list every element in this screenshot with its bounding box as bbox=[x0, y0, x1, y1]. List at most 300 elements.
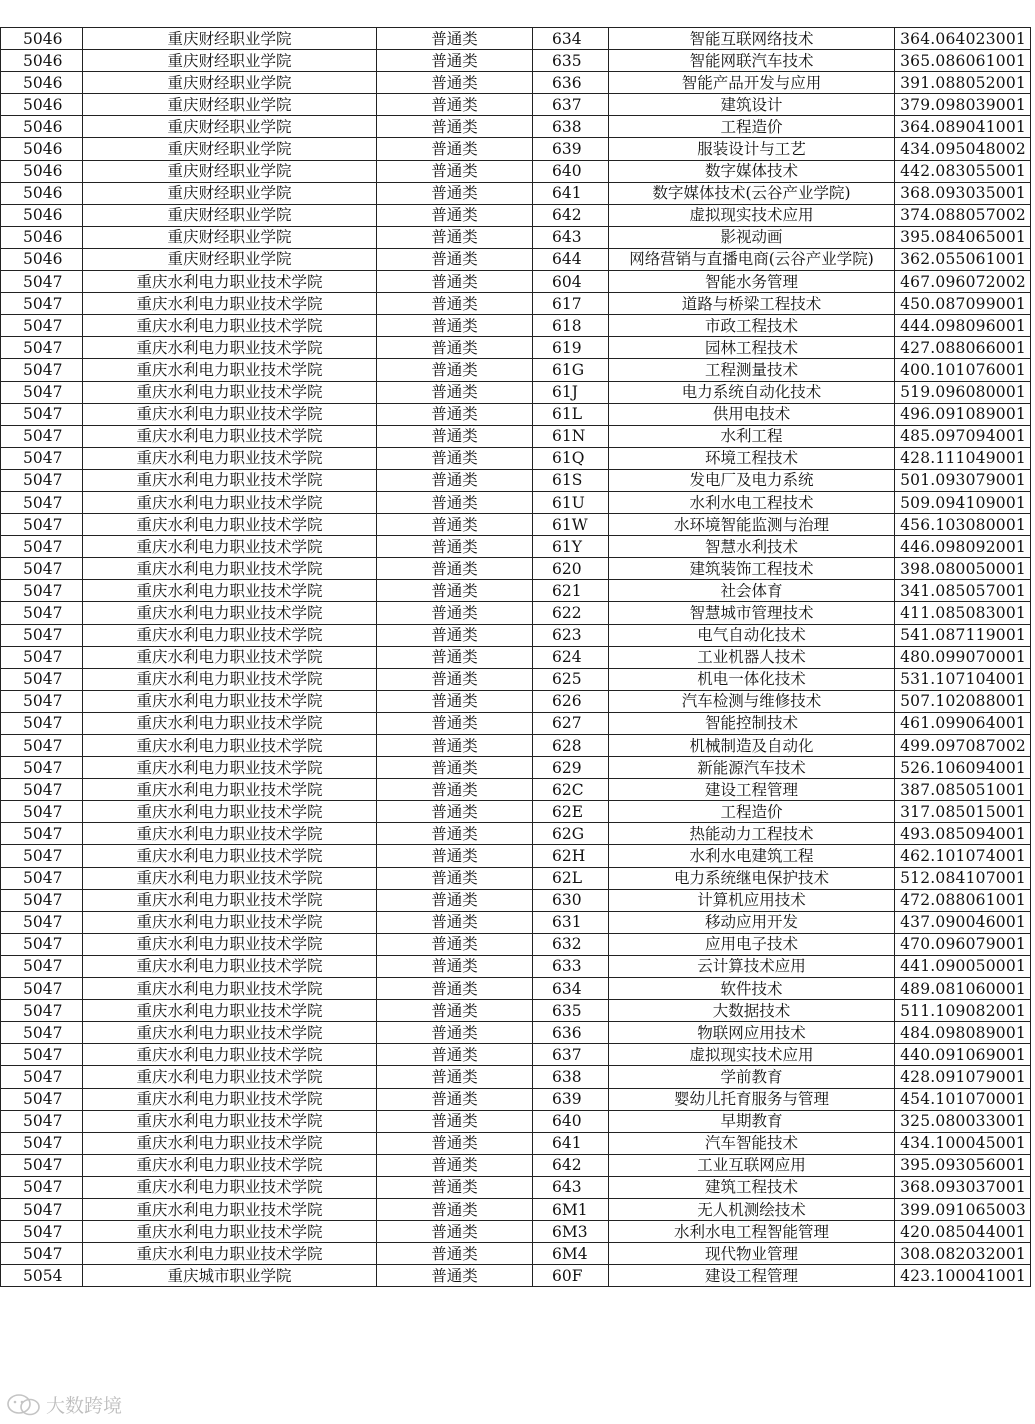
score-cell: 446.098092001 bbox=[895, 536, 1031, 558]
major-code-cell: 630 bbox=[533, 889, 609, 911]
table-row bbox=[1, 536, 1031, 558]
school-code-cell: 5047 bbox=[1, 911, 83, 933]
score-cell: 441.090050001 bbox=[895, 955, 1031, 977]
major-code-cell: 635 bbox=[533, 50, 609, 72]
school-name-cell: 重庆水利电力职业技术学院 bbox=[83, 845, 377, 867]
category-cell: 普通类 bbox=[377, 889, 533, 911]
category-cell: 普通类 bbox=[377, 624, 533, 646]
table-row bbox=[1, 315, 1031, 337]
score-cell: 395.084065001 bbox=[895, 226, 1031, 248]
major-code-cell: 634 bbox=[533, 28, 609, 50]
major-code-cell: 62G bbox=[533, 823, 609, 845]
school-name-cell: 重庆水利电力职业技术学院 bbox=[83, 315, 377, 337]
major-name-cell: 环境工程技术 bbox=[609, 447, 895, 469]
major-name-cell: 数字媒体技术(云谷产业学院) bbox=[609, 182, 895, 204]
category-cell: 普通类 bbox=[377, 337, 533, 359]
major-name-cell: 建筑设计 bbox=[609, 94, 895, 116]
school-code-cell: 5047 bbox=[1, 315, 83, 337]
category-cell: 普通类 bbox=[377, 469, 533, 491]
school-name-cell: 重庆水利电力职业技术学院 bbox=[83, 1088, 377, 1110]
major-name-cell: 虚拟现实技术应用 bbox=[609, 204, 895, 226]
category-cell: 普通类 bbox=[377, 646, 533, 668]
table-row bbox=[1, 690, 1031, 712]
category-cell: 普通类 bbox=[377, 757, 533, 779]
school-name-cell: 重庆财经职业学院 bbox=[83, 182, 377, 204]
major-code-cell: 644 bbox=[533, 248, 609, 270]
table-row bbox=[1, 359, 1031, 381]
category-cell: 普通类 bbox=[377, 801, 533, 823]
school-name-cell: 重庆水利电力职业技术学院 bbox=[83, 1000, 377, 1022]
major-code-cell: 625 bbox=[533, 668, 609, 690]
wechat-logo-icon bbox=[6, 1393, 42, 1417]
category-cell: 普通类 bbox=[377, 491, 533, 513]
school-code-cell: 5047 bbox=[1, 1198, 83, 1220]
school-name-cell: 重庆财经职业学院 bbox=[83, 248, 377, 270]
school-name-cell: 重庆水利电力职业技术学院 bbox=[83, 1022, 377, 1044]
category-cell: 普通类 bbox=[377, 1066, 533, 1088]
major-code-cell: 604 bbox=[533, 271, 609, 293]
major-name-cell: 电力系统自动化技术 bbox=[609, 381, 895, 403]
major-code-cell: 622 bbox=[533, 602, 609, 624]
table-body bbox=[1, 28, 1031, 1287]
school-code-cell: 5046 bbox=[1, 116, 83, 138]
score-cell: 440.091069001 bbox=[895, 1044, 1031, 1066]
category-cell: 普通类 bbox=[377, 359, 533, 381]
major-name-cell: 建设工程管理 bbox=[609, 779, 895, 801]
category-cell: 普通类 bbox=[377, 1000, 533, 1022]
score-cell: 496.091089001 bbox=[895, 403, 1031, 425]
school-code-cell: 5047 bbox=[1, 271, 83, 293]
score-cell: 499.097087002 bbox=[895, 735, 1031, 757]
table-row bbox=[1, 955, 1031, 977]
school-code-cell: 5047 bbox=[1, 845, 83, 867]
school-code-cell: 5047 bbox=[1, 779, 83, 801]
table-row bbox=[1, 845, 1031, 867]
table-row bbox=[1, 337, 1031, 359]
major-code-cell: 641 bbox=[533, 1132, 609, 1154]
school-code-cell: 5046 bbox=[1, 72, 83, 94]
score-cell: 379.098039001 bbox=[895, 94, 1031, 116]
school-name-cell: 重庆财经职业学院 bbox=[83, 72, 377, 94]
table-row bbox=[1, 602, 1031, 624]
major-name-cell: 智慧城市管理技术 bbox=[609, 602, 895, 624]
category-cell: 普通类 bbox=[377, 381, 533, 403]
school-code-cell: 5047 bbox=[1, 801, 83, 823]
school-code-cell: 5046 bbox=[1, 28, 83, 50]
table-row bbox=[1, 911, 1031, 933]
table-row bbox=[1, 1066, 1031, 1088]
major-code-cell: 623 bbox=[533, 624, 609, 646]
major-name-cell: 工程测量技术 bbox=[609, 359, 895, 381]
school-name-cell: 重庆水利电力职业技术学院 bbox=[83, 735, 377, 757]
school-code-cell: 5047 bbox=[1, 1132, 83, 1154]
table-row bbox=[1, 1221, 1031, 1243]
major-name-cell: 工业机器人技术 bbox=[609, 646, 895, 668]
school-name-cell: 重庆水利电力职业技术学院 bbox=[83, 889, 377, 911]
school-code-cell: 5047 bbox=[1, 955, 83, 977]
score-cell: 456.103080001 bbox=[895, 514, 1031, 536]
score-cell: 512.084107001 bbox=[895, 867, 1031, 889]
major-name-cell: 水利工程 bbox=[609, 425, 895, 447]
school-code-cell: 5047 bbox=[1, 1176, 83, 1198]
school-name-cell: 重庆水利电力职业技术学院 bbox=[83, 867, 377, 889]
table-row bbox=[1, 712, 1031, 734]
school-name-cell: 重庆水利电力职业技术学院 bbox=[83, 491, 377, 513]
school-code-cell: 5047 bbox=[1, 1044, 83, 1066]
score-cell: 434.095048002 bbox=[895, 138, 1031, 160]
school-code-cell: 5047 bbox=[1, 293, 83, 315]
table-row bbox=[1, 1198, 1031, 1220]
score-cell: 365.086061001 bbox=[895, 50, 1031, 72]
major-code-cell: 61J bbox=[533, 381, 609, 403]
major-code-cell: 61L bbox=[533, 403, 609, 425]
major-code-cell: 620 bbox=[533, 558, 609, 580]
school-code-cell: 5047 bbox=[1, 978, 83, 1000]
major-name-cell: 智能网联汽车技术 bbox=[609, 50, 895, 72]
score-cell: 507.102088001 bbox=[895, 690, 1031, 712]
category-cell: 普通类 bbox=[377, 1132, 533, 1154]
table-row bbox=[1, 469, 1031, 491]
category-cell: 普通类 bbox=[377, 668, 533, 690]
school-name-cell: 重庆水利电力职业技术学院 bbox=[83, 757, 377, 779]
score-cell: 541.087119001 bbox=[895, 624, 1031, 646]
school-name-cell: 重庆水利电力职业技术学院 bbox=[83, 1198, 377, 1220]
score-cell: 509.094109001 bbox=[895, 491, 1031, 513]
major-name-cell: 智慧水利技术 bbox=[609, 536, 895, 558]
score-cell: 423.100041001 bbox=[895, 1265, 1031, 1287]
school-name-cell: 重庆水利电力职业技术学院 bbox=[83, 801, 377, 823]
score-cell: 398.080050001 bbox=[895, 558, 1031, 580]
major-name-cell: 汽车检测与维修技术 bbox=[609, 690, 895, 712]
school-code-cell: 5047 bbox=[1, 624, 83, 646]
category-cell: 普通类 bbox=[377, 933, 533, 955]
school-code-cell: 5047 bbox=[1, 735, 83, 757]
category-cell: 普通类 bbox=[377, 580, 533, 602]
major-name-cell: 智能互联网络技术 bbox=[609, 28, 895, 50]
school-code-cell: 5047 bbox=[1, 469, 83, 491]
school-code-cell: 5046 bbox=[1, 50, 83, 72]
table-row bbox=[1, 248, 1031, 270]
school-code-cell: 5047 bbox=[1, 757, 83, 779]
school-name-cell: 重庆水利电力职业技术学院 bbox=[83, 779, 377, 801]
major-name-cell: 道路与桥梁工程技术 bbox=[609, 293, 895, 315]
major-code-cell: 62H bbox=[533, 845, 609, 867]
table-row bbox=[1, 1044, 1031, 1066]
score-cell: 317.085015001 bbox=[895, 801, 1031, 823]
school-code-cell: 5047 bbox=[1, 381, 83, 403]
category-cell: 普通类 bbox=[377, 160, 533, 182]
score-cell: 364.064023001 bbox=[895, 28, 1031, 50]
school-name-cell: 重庆水利电力职业技术学院 bbox=[83, 381, 377, 403]
table-row bbox=[1, 1154, 1031, 1176]
table-row bbox=[1, 1265, 1031, 1287]
school-code-cell: 5047 bbox=[1, 447, 83, 469]
category-cell: 普通类 bbox=[377, 182, 533, 204]
school-name-cell: 重庆水利电力职业技术学院 bbox=[83, 933, 377, 955]
table-row bbox=[1, 1176, 1031, 1198]
table-row bbox=[1, 1110, 1031, 1132]
table-row bbox=[1, 293, 1031, 315]
category-cell: 普通类 bbox=[377, 712, 533, 734]
score-cell: 485.097094001 bbox=[895, 425, 1031, 447]
category-cell: 普通类 bbox=[377, 1154, 533, 1176]
school-code-cell: 5047 bbox=[1, 491, 83, 513]
school-name-cell: 重庆财经职业学院 bbox=[83, 28, 377, 50]
major-code-cell: 628 bbox=[533, 735, 609, 757]
major-code-cell: 61Q bbox=[533, 447, 609, 469]
table-row bbox=[1, 72, 1031, 94]
category-cell: 普通类 bbox=[377, 602, 533, 624]
school-code-cell: 5047 bbox=[1, 359, 83, 381]
table-row bbox=[1, 978, 1031, 1000]
major-code-cell: 619 bbox=[533, 337, 609, 359]
school-name-cell: 重庆水利电力职业技术学院 bbox=[83, 955, 377, 977]
category-cell: 普通类 bbox=[377, 845, 533, 867]
table-row bbox=[1, 491, 1031, 513]
table-row bbox=[1, 182, 1031, 204]
major-code-cell: 635 bbox=[533, 1000, 609, 1022]
school-code-cell: 5047 bbox=[1, 602, 83, 624]
category-cell: 普通类 bbox=[377, 1176, 533, 1198]
score-cell: 461.099064001 bbox=[895, 712, 1031, 734]
school-name-cell: 重庆水利电力职业技术学院 bbox=[83, 558, 377, 580]
school-name-cell: 重庆水利电力职业技术学院 bbox=[83, 911, 377, 933]
major-code-cell: 626 bbox=[533, 690, 609, 712]
watermark-text: 大数跨境 bbox=[46, 1395, 123, 1417]
score-cell: 428.111049001 bbox=[895, 447, 1031, 469]
category-cell: 普通类 bbox=[377, 403, 533, 425]
school-code-cell: 5047 bbox=[1, 1243, 83, 1265]
school-code-cell: 5047 bbox=[1, 580, 83, 602]
score-cell: 454.101070001 bbox=[895, 1088, 1031, 1110]
table-row bbox=[1, 1088, 1031, 1110]
score-cell: 420.085044001 bbox=[895, 1221, 1031, 1243]
major-code-cell: 618 bbox=[533, 315, 609, 337]
major-name-cell: 工业互联网应用 bbox=[609, 1154, 895, 1176]
score-cell: 374.088057002 bbox=[895, 204, 1031, 226]
school-name-cell: 重庆财经职业学院 bbox=[83, 94, 377, 116]
major-code-cell: 60F bbox=[533, 1265, 609, 1287]
category-cell: 普通类 bbox=[377, 138, 533, 160]
category-cell: 普通类 bbox=[377, 867, 533, 889]
major-name-cell: 新能源汽车技术 bbox=[609, 757, 895, 779]
major-code-cell: 627 bbox=[533, 712, 609, 734]
major-name-cell: 虚拟现实技术应用 bbox=[609, 1044, 895, 1066]
table-row bbox=[1, 1243, 1031, 1265]
table-row bbox=[1, 668, 1031, 690]
score-cell: 395.093056001 bbox=[895, 1154, 1031, 1176]
score-cell: 400.101076001 bbox=[895, 359, 1031, 381]
category-cell: 普通类 bbox=[377, 955, 533, 977]
category-cell: 普通类 bbox=[377, 248, 533, 270]
major-name-cell: 云计算技术应用 bbox=[609, 955, 895, 977]
major-name-cell: 大数据技术 bbox=[609, 1000, 895, 1022]
category-cell: 普通类 bbox=[377, 425, 533, 447]
major-name-cell: 网络营销与直播电商(云谷产业学院) bbox=[609, 248, 895, 270]
category-cell: 普通类 bbox=[377, 1243, 533, 1265]
major-name-cell: 水环境智能监测与治理 bbox=[609, 514, 895, 536]
category-cell: 普通类 bbox=[377, 514, 533, 536]
major-code-cell: 6M4 bbox=[533, 1243, 609, 1265]
school-code-cell: 5047 bbox=[1, 1154, 83, 1176]
table-row bbox=[1, 116, 1031, 138]
major-name-cell: 水利水电建筑工程 bbox=[609, 845, 895, 867]
major-name-cell: 电气自动化技术 bbox=[609, 624, 895, 646]
school-code-cell: 5047 bbox=[1, 646, 83, 668]
major-name-cell: 市政工程技术 bbox=[609, 315, 895, 337]
table-row bbox=[1, 204, 1031, 226]
category-cell: 普通类 bbox=[377, 779, 533, 801]
table-row bbox=[1, 514, 1031, 536]
major-code-cell: 642 bbox=[533, 204, 609, 226]
school-name-cell: 重庆水利电力职业技术学院 bbox=[83, 293, 377, 315]
school-code-cell: 5046 bbox=[1, 160, 83, 182]
school-name-cell: 重庆水利电力职业技术学院 bbox=[83, 1132, 377, 1154]
table-row bbox=[1, 1000, 1031, 1022]
major-name-cell: 智能水务管理 bbox=[609, 271, 895, 293]
school-name-cell: 重庆水利电力职业技术学院 bbox=[83, 712, 377, 734]
major-name-cell: 发电厂及电力系统 bbox=[609, 469, 895, 491]
score-cell: 442.083055001 bbox=[895, 160, 1031, 182]
category-cell: 普通类 bbox=[377, 978, 533, 1000]
score-cell: 493.085094001 bbox=[895, 823, 1031, 845]
major-code-cell: 624 bbox=[533, 646, 609, 668]
major-code-cell: 640 bbox=[533, 160, 609, 182]
major-name-cell: 电力系统继电保护技术 bbox=[609, 867, 895, 889]
admission-score-table bbox=[0, 27, 1031, 1287]
school-code-cell: 5047 bbox=[1, 1110, 83, 1132]
score-cell: 470.096079001 bbox=[895, 933, 1031, 955]
school-name-cell: 重庆水利电力职业技术学院 bbox=[83, 823, 377, 845]
category-cell: 普通类 bbox=[377, 50, 533, 72]
major-name-cell: 数字媒体技术 bbox=[609, 160, 895, 182]
table-row bbox=[1, 646, 1031, 668]
major-name-cell: 工程造价 bbox=[609, 801, 895, 823]
score-cell: 325.080033001 bbox=[895, 1110, 1031, 1132]
table-row bbox=[1, 735, 1031, 757]
category-cell: 普通类 bbox=[377, 1022, 533, 1044]
school-code-cell: 5047 bbox=[1, 1000, 83, 1022]
category-cell: 普通类 bbox=[377, 1110, 533, 1132]
table-row bbox=[1, 1132, 1031, 1154]
major-name-cell: 建筑装饰工程技术 bbox=[609, 558, 895, 580]
major-code-cell: 640 bbox=[533, 1110, 609, 1132]
major-code-cell: 642 bbox=[533, 1154, 609, 1176]
school-name-cell: 重庆水利电力职业技术学院 bbox=[83, 359, 377, 381]
score-cell: 362.055061001 bbox=[895, 248, 1031, 270]
major-code-cell: 61G bbox=[533, 359, 609, 381]
school-code-cell: 5047 bbox=[1, 1066, 83, 1088]
major-name-cell: 水利水电工程智能管理 bbox=[609, 1221, 895, 1243]
table-row bbox=[1, 757, 1031, 779]
major-code-cell: 61N bbox=[533, 425, 609, 447]
table-row bbox=[1, 94, 1031, 116]
major-code-cell: 636 bbox=[533, 1022, 609, 1044]
major-name-cell: 影视动画 bbox=[609, 226, 895, 248]
table-row bbox=[1, 50, 1031, 72]
category-cell: 普通类 bbox=[377, 315, 533, 337]
major-code-cell: 641 bbox=[533, 182, 609, 204]
school-code-cell: 5047 bbox=[1, 867, 83, 889]
school-code-cell: 5046 bbox=[1, 138, 83, 160]
major-code-cell: 621 bbox=[533, 580, 609, 602]
score-cell: 484.098089001 bbox=[895, 1022, 1031, 1044]
category-cell: 普通类 bbox=[377, 28, 533, 50]
category-cell: 普通类 bbox=[377, 1088, 533, 1110]
major-name-cell: 计算机应用技术 bbox=[609, 889, 895, 911]
major-name-cell: 园林工程技术 bbox=[609, 337, 895, 359]
score-cell: 399.091065003 bbox=[895, 1198, 1031, 1220]
score-cell: 480.099070001 bbox=[895, 646, 1031, 668]
watermark bbox=[6, 1391, 122, 1418]
table-row bbox=[1, 403, 1031, 425]
school-code-cell: 5047 bbox=[1, 1088, 83, 1110]
major-code-cell: 631 bbox=[533, 911, 609, 933]
major-name-cell: 移动应用开发 bbox=[609, 911, 895, 933]
category-cell: 普通类 bbox=[377, 1198, 533, 1220]
score-cell: 531.107104001 bbox=[895, 668, 1031, 690]
category-cell: 普通类 bbox=[377, 293, 533, 315]
major-name-cell: 智能产品开发与应用 bbox=[609, 72, 895, 94]
table-row bbox=[1, 271, 1031, 293]
category-cell: 普通类 bbox=[377, 536, 533, 558]
category-cell: 普通类 bbox=[377, 72, 533, 94]
school-code-cell: 5047 bbox=[1, 536, 83, 558]
category-cell: 普通类 bbox=[377, 271, 533, 293]
school-code-cell: 5047 bbox=[1, 1221, 83, 1243]
school-name-cell: 重庆水利电力职业技术学院 bbox=[83, 337, 377, 359]
score-cell: 391.088052001 bbox=[895, 72, 1031, 94]
school-name-cell: 重庆水利电力职业技术学院 bbox=[83, 425, 377, 447]
major-name-cell: 水利水电工程技术 bbox=[609, 491, 895, 513]
score-cell: 427.088066001 bbox=[895, 337, 1031, 359]
major-code-cell: 61U bbox=[533, 491, 609, 513]
major-name-cell: 物联网应用技术 bbox=[609, 1022, 895, 1044]
school-code-cell: 5047 bbox=[1, 1022, 83, 1044]
school-name-cell: 重庆财经职业学院 bbox=[83, 226, 377, 248]
score-cell: 308.082032001 bbox=[895, 1243, 1031, 1265]
major-code-cell: 638 bbox=[533, 1066, 609, 1088]
major-name-cell: 热能动力工程技术 bbox=[609, 823, 895, 845]
school-name-cell: 重庆财经职业学院 bbox=[83, 138, 377, 160]
score-cell: 472.088061001 bbox=[895, 889, 1031, 911]
category-cell: 普通类 bbox=[377, 226, 533, 248]
school-code-cell: 5046 bbox=[1, 204, 83, 226]
major-code-cell: 62E bbox=[533, 801, 609, 823]
score-cell: 462.101074001 bbox=[895, 845, 1031, 867]
major-name-cell: 早期教育 bbox=[609, 1110, 895, 1132]
school-name-cell: 重庆城市职业学院 bbox=[83, 1265, 377, 1287]
table-row bbox=[1, 624, 1031, 646]
school-name-cell: 重庆水利电力职业技术学院 bbox=[83, 1044, 377, 1066]
school-name-cell: 重庆水利电力职业技术学院 bbox=[83, 668, 377, 690]
school-name-cell: 重庆水利电力职业技术学院 bbox=[83, 978, 377, 1000]
table-row bbox=[1, 889, 1031, 911]
table-row bbox=[1, 425, 1031, 447]
school-name-cell: 重庆水利电力职业技术学院 bbox=[83, 602, 377, 624]
major-name-cell: 应用电子技术 bbox=[609, 933, 895, 955]
table-row bbox=[1, 580, 1031, 602]
score-cell: 387.085051001 bbox=[895, 779, 1031, 801]
school-name-cell: 重庆水利电力职业技术学院 bbox=[83, 1221, 377, 1243]
school-name-cell: 重庆水利电力职业技术学院 bbox=[83, 536, 377, 558]
school-name-cell: 重庆水利电力职业技术学院 bbox=[83, 514, 377, 536]
table-row bbox=[1, 558, 1031, 580]
school-code-cell: 5047 bbox=[1, 889, 83, 911]
major-code-cell: 643 bbox=[533, 226, 609, 248]
school-name-cell: 重庆水利电力职业技术学院 bbox=[83, 469, 377, 491]
school-name-cell: 重庆水利电力职业技术学院 bbox=[83, 580, 377, 602]
